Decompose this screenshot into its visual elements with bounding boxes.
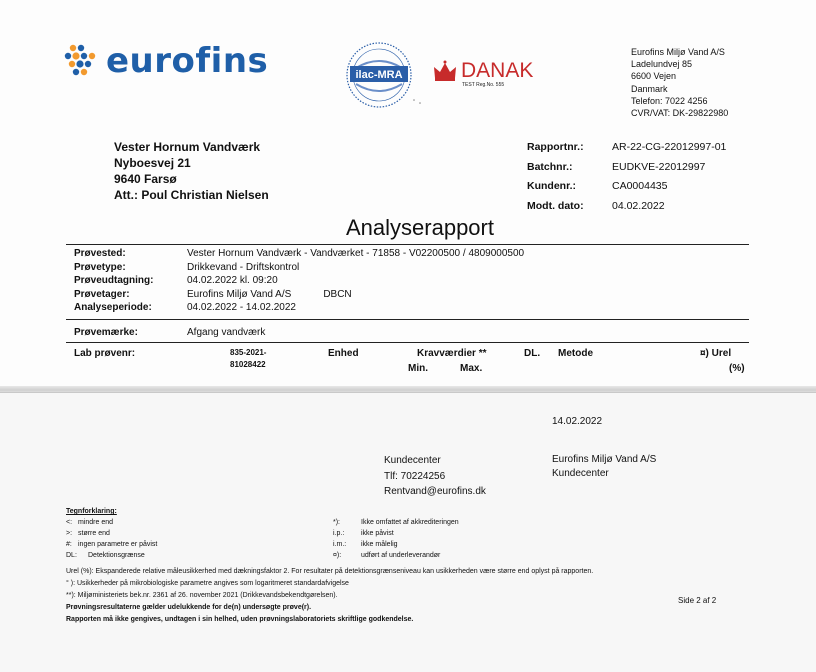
col-max: Max. xyxy=(460,363,483,374)
report-title: Analyserapport xyxy=(346,215,494,240)
info-label: Analyseperiode: xyxy=(74,302,152,313)
footnote-bold: Rapporten må ikke gengives, undtagen i sin helhed, uden prøvningslaboratoriets skriftlige godkendelse. xyxy=(66,616,414,623)
company-address-line: Ladelundvej 85 xyxy=(631,59,693,70)
recipient-line: Vester Hornum Vandværk xyxy=(114,140,261,154)
company-address-line: 6600 Vejen xyxy=(631,71,677,82)
info-label: Prøvested: xyxy=(74,248,126,259)
contact-right xyxy=(552,453,656,481)
info-extra: DBCN xyxy=(323,288,352,300)
sample-mark-value: Afgang vandværk xyxy=(187,327,266,338)
legend-text: ikke målelig xyxy=(361,541,398,548)
footnote: **): Miljøministeriets bek.nr. 2361 af 26. november 2021 (Drikkevandsbekendtgørelsen). xyxy=(66,592,338,599)
meta-value: CA0004435 xyxy=(612,180,668,192)
logo-text: eurofins xyxy=(106,41,269,81)
meta-label: Rapportnr.: xyxy=(527,141,584,153)
lab-no-line1: 835-2021- xyxy=(230,348,267,357)
meta-value: EUDKVE-22012997 xyxy=(612,160,706,173)
ilac-text: ilac-MRA xyxy=(355,69,403,81)
company-address-line: Eurofins Miljø Vand A/S xyxy=(631,47,725,57)
sample-mark-label: Prøvemærke: xyxy=(74,327,138,338)
legend-text: ikke påvist xyxy=(361,530,394,537)
col-method: Metode xyxy=(558,348,593,359)
col-limits: Kravværdier ** xyxy=(417,348,487,359)
contact-line: Tlf: 70224256 xyxy=(384,470,446,482)
company-address-line: CVR/VAT: DK-29822980 xyxy=(631,108,729,119)
legend-symbol: >: xyxy=(66,530,73,537)
legend-symbol: i.m.: xyxy=(333,541,347,548)
info-value: 04.02.2022 kl. 09:20 xyxy=(187,275,278,286)
danak-logo xyxy=(432,59,534,88)
recipient-line: Att.: Poul Christian Nielsen xyxy=(114,188,269,202)
report-date: 14.02.2022 xyxy=(552,416,603,427)
info-value: Eurofins Miljø Vand A/S xyxy=(187,288,292,300)
contact-line: Kundecenter xyxy=(552,468,609,479)
col-urel: ¤) Urel xyxy=(700,348,732,359)
legend-symbol: ¤): xyxy=(333,552,342,559)
lab-no-line2: 81028422 xyxy=(230,360,266,369)
page-indicator: Side 2 af 2 xyxy=(678,596,717,605)
footnote: Urel (%): Ekspanderede relative måleusikkerhed med dækningsfaktor 2. For resultater på detektionsgrænseniveau kan usikkerheden være større end oplyst på rapporten. xyxy=(66,568,594,575)
legend-symbol: i.p.: xyxy=(333,530,345,537)
meta-label: Kundenr.: xyxy=(527,180,576,192)
col-min: Min. xyxy=(408,363,428,374)
legend-text: større end xyxy=(78,530,110,537)
col-dl: DL. xyxy=(524,348,541,359)
crown-icon xyxy=(432,60,458,82)
danak-text: DANAK xyxy=(461,59,534,82)
legend-text: Detektionsgrænse xyxy=(88,552,145,559)
footnote-bold: Prøvningsresultaterne gælder udelukkende for de(n) undersøgte prøve(r). xyxy=(66,604,312,611)
footnotes xyxy=(66,566,593,626)
legend-symbol: <: xyxy=(66,519,73,526)
meta-label: Batchnr.: xyxy=(527,160,573,173)
report-meta xyxy=(527,138,726,216)
col-lab: Lab prøvenr: xyxy=(74,348,136,359)
divider xyxy=(66,244,749,245)
eurofins-dots-icon xyxy=(64,44,100,78)
contact-line: Eurofins Miljø Vand A/S xyxy=(552,454,657,465)
company-address-line: Danmark xyxy=(631,83,668,94)
col-urel-unit: (%) xyxy=(729,363,745,374)
info-value: 04.02.2022 - 14.02.2022 xyxy=(187,302,296,313)
danak-reg-no: TEST Reg.No. 555 xyxy=(462,82,505,88)
meta-value: 04.02.2022 xyxy=(612,199,665,212)
meta-value: AR-22-CG-22012997-01 xyxy=(612,141,727,153)
eurofins-logo xyxy=(64,41,269,81)
info-label: Prøvetager: xyxy=(74,288,130,300)
legend-left xyxy=(66,517,157,561)
contact-line: Kundecenter xyxy=(384,455,441,466)
footnote: ° ): Usikkerheder på mikrobiologiske parametre angives som logaritmeret standardafvigelse xyxy=(66,580,349,587)
legend-text: Ikke omfattet af akkrediteringen xyxy=(361,519,459,526)
info-value: Drikkevand - Driftskontrol xyxy=(187,261,300,273)
legend-symbol: *): xyxy=(333,519,340,526)
info-label: Prøvetype: xyxy=(74,261,126,273)
legend-text: mindre end xyxy=(78,519,114,526)
divider xyxy=(66,319,749,320)
recipient-line: 9640 Farsø xyxy=(114,172,177,186)
company-address xyxy=(631,46,728,119)
col-unit: Enhed xyxy=(328,348,359,359)
legend-symbol: DL: xyxy=(66,552,77,559)
recipient-line: Nyboesvej 21 xyxy=(114,156,191,170)
sample-mark xyxy=(74,327,265,338)
company-address-line: Telefon: 7022 4256 xyxy=(631,95,708,106)
legend-text: udført af underleverandør xyxy=(361,552,441,559)
recipient-address xyxy=(114,139,269,203)
divider xyxy=(66,342,749,343)
sample-info xyxy=(74,247,524,315)
ilac-mra-seal xyxy=(344,40,426,115)
legend-title: Tegnforklaring: xyxy=(66,508,117,515)
info-label: Prøveudtagning: xyxy=(74,275,154,286)
legend-right xyxy=(333,517,459,561)
contact-email: Rentvand@eurofins.dk xyxy=(384,486,486,497)
legend-text: ingen parametre er påvist xyxy=(78,541,158,548)
legend-symbol: #: xyxy=(66,541,72,548)
info-value: Vester Hornum Vandværk - Vandværket - 71858 - V02200500 / 4809000500 xyxy=(187,248,525,259)
meta-label: Modt. dato: xyxy=(527,199,584,212)
contact-left xyxy=(384,453,486,500)
